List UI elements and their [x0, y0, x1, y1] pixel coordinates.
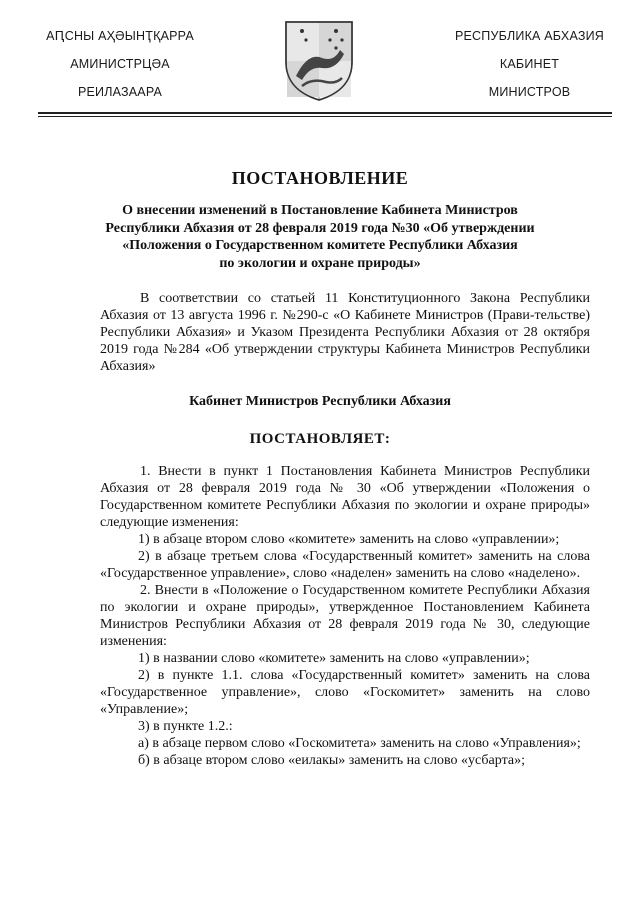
body-paragraph: 1) в абзаце втором слово «комитете» заменить на слово «управлении»; [138, 532, 560, 547]
subject-line: О внесении изменений в Постановление Кабинета Министров [122, 203, 518, 218]
header-left-line-2: АМИНИСТРЦӘА [70, 57, 170, 71]
coat-of-arms-icon [282, 18, 356, 102]
header-rule-thin [38, 116, 612, 117]
body-paragraph: б) в абзаце втором слово «еилакы» заменить на слово «усбарта»; [138, 753, 525, 768]
body-paragraph: 3) в пункте 1.2.: [138, 719, 233, 734]
body-block [100, 463, 590, 769]
body-paragraph: 2) в абзаце третьем слова «Государственный комитет» заменить на слова «Государственное управление», слово «наделен» заменить на слово «наделено». [100, 549, 590, 581]
preamble-block [100, 290, 590, 375]
resolves-heading: ПОСТАНОВЛЯЕТ: [249, 431, 391, 447]
header-right-line-1: РЕСПУБЛИКА АБХАЗИЯ [454, 29, 605, 43]
header-left-abkhaz [40, 22, 200, 106]
body-paragraph: 1. Внести в пункт 1 Постановления Кабинета Министров Республики Абхазия от 28 февраля 2019 года № 30 «Об утверждении «Положения о Государственном комитете Республики Абхазия по экологии и охране природы» следующие изменения: [100, 464, 590, 530]
document-subject [100, 202, 540, 272]
body-paragraph: 1) в названии слово «комитете» заменить на слово «управлении»; [138, 651, 530, 666]
header-right-line-2: КАБИНЕТ [499, 57, 560, 71]
body-paragraph: а) в абзаце первом слово «Госкомитета» заменить на слово «Управления»; [138, 736, 581, 751]
subject-line: по экологии и охране природы» [219, 255, 421, 271]
header-rule-thick [38, 112, 612, 114]
body-paragraph: 2. Внести в «Положение о Государственном комитете Республики Абхазия по экологии и охране природы», утвержденное Постановлением Кабинета Министров Республики Абхазия от 28 февраля 2019 года № 30, следующие изменения: [100, 583, 590, 649]
header-left-line-1: АԤСНЫ АҲӘЫНҬҚАРРА [46, 29, 194, 43]
issuer-heading: Кабинет Министров Республики Абхазия [189, 394, 451, 409]
subject-line: «Положения о Государственном комитете Республики Абхазия [122, 238, 518, 253]
preamble-paragraph: В соответствии со статьей 11 Конституционного Закона Республики Абхазия от 13 августа 1996 г. №290-с «О Кабинете Министров (Прави-тельстве) Республики Абхазия» и Указом Президента Республики Абхазия от 28 октября 2019 года №284 «Об утверждении структуры Кабинета Министров Республики Абхазия» [100, 291, 590, 374]
header-right-line-3: МИНИСТРОВ [488, 85, 571, 99]
body-paragraph: 2) в пункте 1.1. слова «Государственный комитет» заменить на слова «Государственное управление», слово «Госкомитет» заменить на слово «Управление»; [100, 668, 590, 717]
header-left-line-3: РЕИЛАЗААРА [77, 85, 163, 99]
document-title: ПОСТАНОВЛЕНИЕ [231, 168, 409, 188]
header-right-russian [442, 22, 617, 106]
subject-line: Республики Абхазия от 28 февраля 2019 года №30 «Об утверждении [105, 220, 535, 236]
